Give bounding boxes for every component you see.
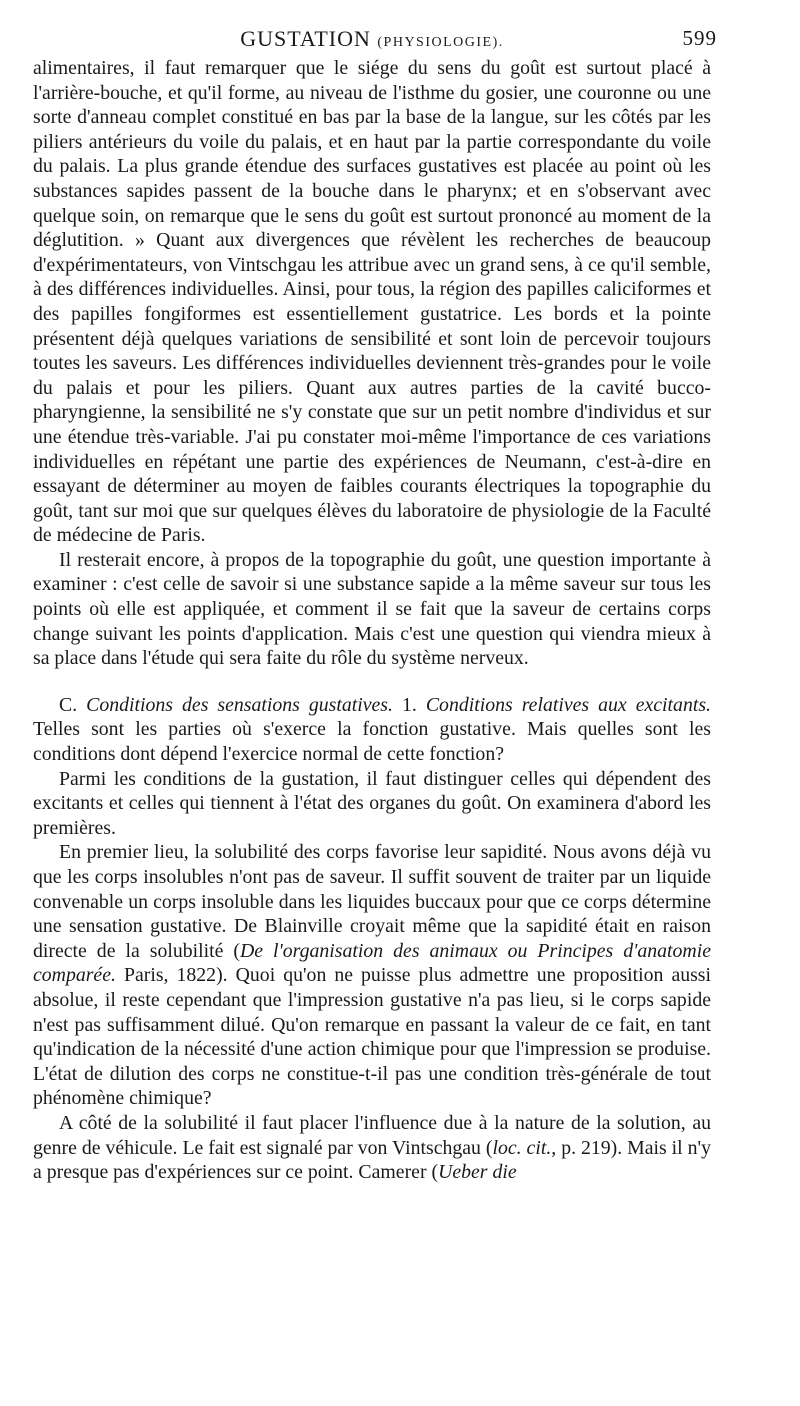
paragraph-5-citation: De l'organisation des animaux ou Principes d'anatomie comparée. [33,939,711,987]
paragraph-6-citation-end: Ueber die [438,1161,517,1184]
subsection-label: 1. [401,693,417,716]
subsection-title: Conditions relatives aux excitants. [425,693,711,716]
paragraph-1: alimentaires, il faut remarquer que le siége du sens du goût est surtout placé à l'arrière-bouche, et qu'il forme, au niveau de l'isthme du gosier, une couronne ou une sorte d'anneau complet constitué en bas par la base de la langue, sur les côtés par les piliers antérieurs du voile du palais, et en haut par la partie correspondante du voile du palais. La plus grande étendue des surfaces gustatives est placée au point où les substances sapides passent de la bouche dans le pharynx; et en s'observant avec quelque soin, on remarque que le sens du goût est surtout prononcé au moment de la déglutition. » Quant aux divergences que révèlent les recherches de beaucoup d'expérimentateurs, von Vintschgau les attribue avec un grand sens, à ce qu'il semble, à des différences individuelles. Ainsi, pour tous, la région des papilles caliciformes et des papilles fongiformes est essentiellement gustatrice. Les bords et la pointe présentent déjà quelques variations de sensibilité et sont loin de percevoir toujours toutes les saveurs. Les différences individuelles deviennent très-grandes pour le voile du palais et pour les piliers. Quant aux autres parties de la cavité bucco-pharyngienne, la sensibilité ne s'y constate que sur un petit nombre d'individus et sur une étendue très-variable. J'ai pu constater moi-même l'importance de ces variations individuelles en répétant une partie des expériences de Neumann, c'est-à-dire en essayant de déterminer au moyen de faibles courants électriques la topographie du goût, tant sur moi que sur quelques élèves du laboratoire de physiologie de la Faculté de médecine de Paris. [33,57,711,547]
paragraph-6-text-before: A côté de la solubilité il faut placer l'influence due à la nature de la solution, au genre de véhicule. Le fait est signalé par von Vintschgau ( [33,1111,711,1159]
body-text [33,56,711,1185]
page-number: 599 [682,26,717,50]
paragraph-6-citation: loc. cit. [492,1136,552,1159]
paragraph-6-text-after: , p. 219). Mais il n'y a presque pas d'expériences sur ce point. Camerer ( [33,1136,711,1184]
running-header [33,26,717,56]
paragraph-6 [33,1111,711,1185]
section-label: C. [59,693,78,716]
paragraph-5-text-after: Paris, 1822). Quoi qu'on ne puisse plus admettre une proposition aussi absolue, il reste cependant que l'impression gustative n'a pas lieu, si le corps sapide n'est pas suffisamment dilué. Qu'on remarque en passant la valeur de ce fait, en tant qu'indication de la nécessité d'une action chimique pour que l'impression se produise. L'état de dilution des corps ne constitue-t-il pas une condition très-générale de tout phénomène chimique? [33,964,712,1110]
section-text: Telles sont les parties où s'exerce la fonction gustative. Mais quelles sont les conditions dont dépend l'exercice normal de cette fonction? [33,718,711,766]
section-title: Conditions des sensations gustatives. [86,693,393,716]
paragraph-5-text-before: En premier lieu, la solubilité des corps favorise leur sapidité. Nous avons déjà vu que les corps insolubles n'ont pas de saveur. Il suffit souvent de traiter par un liquide convenable un corps insoluble dans les liquides buccaux pour que ce corps détermine une sensation gustative. De Blainville croyait même que la sapidité était en raison directe de la solubilité [33,841,711,962]
paragraph-5: En premier lieu, la solubilité des corps favorise leur sapidité. Nous avons déjà vu que les corps insolubles n'ont pas de saveur. Il suffit souvent de traiter par un liquide convenable un corps insoluble dans les liquides buccaux pour que ce corps détermine une sensation gustative. De Blainville croyait même que la sapidité était en raison directe de la solubilité (De l'organisation des animaux ou Principes d'anatomie comparée. Paris, 1822). Quoi qu'on ne puisse plus admettre une proposition aussi absolue, il reste cependant que l'impression gustative n'a pas lieu, si le corps sapide n'est pas suffisamment dilué. Qu'on remarque en passant la valeur de ce fait, en tant qu'indication de la nécessité d'une action chimique pour que l'impression se produise. L'état de dilution des corps ne constitue-t-il pas une condition très-générale de tout phénomène chimique? [33,841,712,1110]
paragraph-2: Il resterait encore, à propos de la topographie du goût, une question importante à examiner : c'est celle de savoir si une substance sapide a la même saveur sur tous les points où elle est appliquée, et comment il se fait que la saveur de certains corps change suivant les points d'application. Mais c'est une question qui viendra mieux à sa place dans l'étude qui sera faite du rôle du système nerveux. [33,548,711,670]
section-paragraph [33,693,711,767]
running-title [33,26,711,52]
running-title-main: GUSTATION [240,26,371,51]
document-page [33,26,717,1185]
paragraph-4: Parmi les conditions de la gustation, il faut distinguer celles qui dépendent des excitants et celles qui tiennent à l'état des organes du goût. On examinera d'abord les premières. [33,767,711,839]
running-title-sub: (PHYSIOLOGIE). [377,35,504,50]
